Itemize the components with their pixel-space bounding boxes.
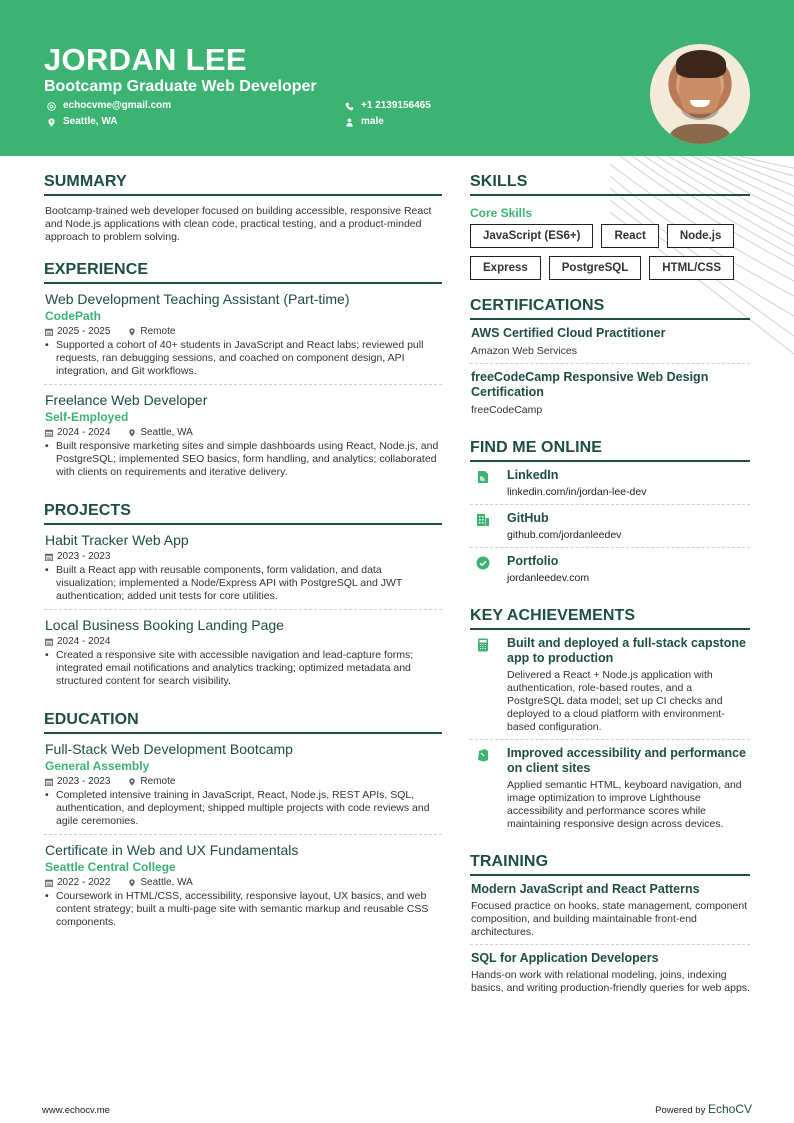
- resume-header: [0, 0, 794, 156]
- achievement-title: Built and deployed a full-stack capstone app to production: [507, 636, 746, 665]
- entry-dates: 2024 - 2024: [57, 427, 111, 438]
- person-icon: [345, 118, 354, 127]
- link-label: Portfolio: [507, 554, 559, 568]
- entry-location: Remote: [140, 776, 176, 787]
- contact-gender: [345, 115, 384, 129]
- section-title: EDUCATION: [44, 710, 442, 734]
- candidate-role: Bootcamp Graduate Web Developer: [44, 78, 317, 95]
- institution: General Assembly: [45, 759, 150, 773]
- experience-entry: [44, 284, 442, 385]
- skill-chip: React: [601, 224, 658, 248]
- entry-bullet: • Completed intensive training in JavaScript, React, Node.js, REST APIs, SQL, authentication, and deployment; shipped multiple projects with code reviews and agile ceremonies.: [45, 789, 430, 827]
- email-text: echocvme@gmail.com: [63, 100, 172, 111]
- footer-website[interactable]: www.echocv.me: [42, 1105, 110, 1116]
- link-label: LinkedIn: [507, 468, 559, 482]
- location-pin-icon: [128, 328, 136, 336]
- phone-text: +1 2139156465: [361, 100, 431, 111]
- brand-name: EchoCV: [707, 1102, 752, 1116]
- calendar-icon: [45, 638, 53, 646]
- project-entry: [44, 525, 442, 610]
- certification-name: freeCodeCamp Responsive Web Design Certification: [471, 370, 709, 399]
- entry-dates: 2025 - 2025: [57, 326, 111, 337]
- link-url[interactable]: github.com/jordanleedev: [507, 529, 622, 541]
- degree-title: Certificate in Web and UX Fundamentals: [45, 842, 299, 858]
- profile-photo: [650, 44, 750, 144]
- entry-meta: [45, 550, 442, 563]
- skill-chip: Express: [470, 256, 541, 280]
- footer-powered-by[interactable]: [655, 1102, 752, 1116]
- entry-location: Seattle, WA: [140, 877, 193, 888]
- entry-location: Seattle, WA: [140, 427, 193, 438]
- entry-bullet: • Supported a cohort of 40+ students in JavaScript and React labs; reviewed pull requests, ran debugging sessions, and coached on component design, API integration, and Git workflows.: [45, 339, 424, 377]
- entry-dates: 2022 - 2022: [57, 877, 111, 888]
- entry-bullet: • Built responsive marketing sites and simple dashboards using React, Node.js, and PostgreSQL; implemented SEO basics, form handling, and analytics; collaborated with clients on requirements and iterative delivery.: [45, 440, 439, 478]
- job-title: Web Development Teaching Assistant (Part-time): [45, 291, 350, 307]
- training-title: Modern JavaScript and React Patterns: [471, 882, 700, 896]
- skill-chip: HTML/CSS: [649, 256, 734, 280]
- skill-chip: PostgreSQL: [549, 256, 641, 280]
- skill-chip: Node.js: [667, 224, 735, 248]
- skills-subtitle: Core Skills: [470, 206, 533, 220]
- certification-item: [470, 364, 750, 422]
- section-title: SUMMARY: [44, 172, 442, 196]
- entry-meta: [45, 325, 442, 338]
- achievement-item: [470, 740, 750, 836]
- project-title: Local Business Booking Landing Page: [45, 617, 284, 633]
- achievement-title: Improved accessibility and performance on client sites: [507, 746, 746, 775]
- location-pin-icon: [47, 118, 56, 127]
- online-section: [470, 438, 750, 590]
- achievement-item: [470, 630, 750, 740]
- certification-issuer: freeCodeCamp: [471, 404, 543, 416]
- at-icon: [47, 102, 56, 111]
- left-column: [44, 172, 442, 951]
- job-title: Freelance Web Developer: [45, 392, 208, 408]
- degree-title: Full-Stack Web Development Bootcamp: [45, 741, 293, 757]
- entry-meta: [45, 876, 442, 889]
- location-pin-icon: [128, 778, 136, 786]
- skill-chip: JavaScript (ES6+): [470, 224, 593, 248]
- entry-meta: [45, 635, 442, 648]
- section-title: PROJECTS: [44, 501, 442, 525]
- online-link-github[interactable]: [470, 505, 750, 548]
- link-url[interactable]: linkedin.com/in/jordan-lee-dev: [507, 486, 647, 498]
- entry-dates: 2023 - 2023: [57, 551, 111, 562]
- entry-dates: 2023 - 2023: [57, 776, 111, 787]
- calendar-icon: [45, 879, 53, 887]
- calendar-icon: [45, 429, 53, 437]
- section-title: FIND ME ONLINE: [470, 438, 750, 462]
- link-url[interactable]: jordanleedev.com: [507, 572, 590, 584]
- entry-meta: [45, 775, 442, 788]
- project-entry: [44, 610, 442, 694]
- section-title: TRAINING: [470, 852, 750, 876]
- calendar-icon: [45, 553, 53, 561]
- experience-section: [44, 260, 442, 485]
- projects-section: [44, 501, 442, 694]
- section-title: CERTIFICATIONS: [470, 296, 750, 320]
- entry-bullet: • Coursework in HTML/CSS, accessibility, responsive layout, UX basics, and web content strategy; built a multi-page site with semantic markup and reusable CSS components.: [45, 890, 429, 928]
- entry-bullet: • Built a React app with reusable components, form validation, and data visualization; implemented a Node/Express API with PostgreSQL and JWT authentication; added unit tests for core utilities.: [45, 564, 403, 602]
- location-pin-icon: [128, 879, 136, 887]
- training-title: SQL for Application Developers: [471, 951, 659, 965]
- employer: CodePath: [45, 309, 102, 323]
- experience-entry: [44, 385, 442, 485]
- summary-section: [44, 172, 442, 244]
- section-title: KEY ACHIEVEMENTS: [470, 606, 750, 630]
- employer: Self-Employed: [45, 410, 129, 424]
- education-entry: [44, 734, 442, 835]
- certifications-section: [470, 296, 750, 422]
- phone-icon: [345, 102, 354, 111]
- certification-issuer: Amazon Web Services: [471, 345, 578, 357]
- entry-dates: 2024 - 2024: [57, 636, 111, 647]
- online-link-portfolio[interactable]: [470, 548, 750, 590]
- clipboard-icon: [476, 748, 490, 762]
- calendar-icon: [45, 778, 53, 786]
- section-title: EXPERIENCE: [44, 260, 442, 284]
- contact-phone[interactable]: [345, 99, 431, 113]
- calendar-icon: [45, 328, 53, 336]
- certification-item: [470, 320, 750, 364]
- entry-location: Remote: [140, 326, 176, 337]
- building-icon: [476, 513, 490, 527]
- institution: Seattle Central College: [45, 860, 176, 874]
- gender-text: male: [361, 116, 384, 127]
- achievements-section: [470, 606, 750, 836]
- education-entry: [44, 835, 442, 935]
- certification-name: AWS Certified Cloud Practitioner: [471, 326, 666, 340]
- skills-list: [470, 224, 740, 280]
- check-circle-icon: [476, 556, 490, 570]
- skills-section: [470, 172, 750, 280]
- candidate-name: JORDAN LEE: [44, 42, 247, 77]
- location-pin-icon: [128, 429, 136, 437]
- project-title: Habit Tracker Web App: [45, 532, 189, 548]
- achievement-desc: Applied semantic HTML, keyboard navigation, and image optimization to improve Lighthouse accessibility and performance scores while maintaining responsive design across devices.: [507, 779, 742, 830]
- education-section: [44, 710, 442, 935]
- training-item: [470, 945, 750, 1000]
- powered-by-text: Powered by: [655, 1105, 706, 1116]
- right-column: [470, 172, 750, 1016]
- training-desc: Hands-on work with relational modeling, joins, indexing basics, and writing production-friendly queries for web apps.: [471, 969, 750, 994]
- entry-meta: [45, 426, 442, 439]
- training-desc: Focused practice on hooks, state management, component composition, and building maintainable front-end architectures.: [471, 900, 748, 938]
- training-item: [470, 876, 750, 945]
- summary-text: Bootcamp-trained web developer focused on building accessible, responsive React and Node.js applications with clean code, practical testing, and a product-minded approach to problem solving.: [45, 205, 432, 243]
- contact-email[interactable]: [47, 99, 171, 113]
- entry-bullet: • Created a responsive site with accessible navigation and lead-capture forms; integrated email notifications and analytics tracking; optimized metadata and structured content for search visibility.: [45, 649, 414, 687]
- training-section: [470, 852, 750, 1000]
- link-label: GitHub: [507, 511, 549, 525]
- achievement-desc: Delivered a React + Node.js application with authentication, role-based routes, and a PostgreSQL data model; set up CI checks and deployed to a cloud platform with environment-based configuration.: [507, 669, 725, 733]
- contact-location: [47, 115, 117, 129]
- section-title: SKILLS: [470, 172, 750, 196]
- location-text: Seattle, WA: [63, 116, 118, 127]
- online-link-linkedin[interactable]: [470, 462, 750, 505]
- calculator-icon: [476, 638, 490, 652]
- document-icon: [476, 470, 490, 484]
